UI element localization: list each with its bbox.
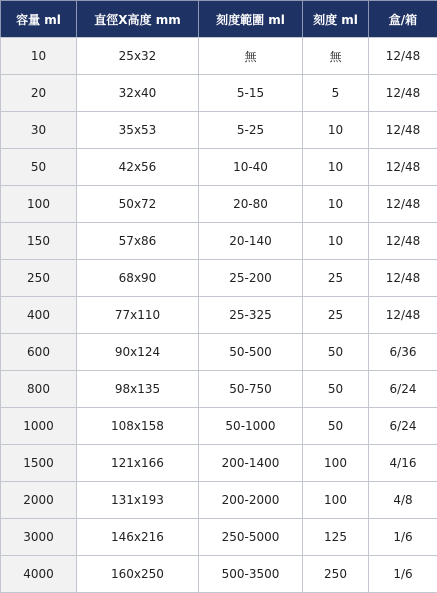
table-row bbox=[1, 371, 437, 408]
packing-cell: 12/48 bbox=[369, 297, 437, 334]
table-header bbox=[1, 1, 437, 38]
table-row bbox=[1, 112, 437, 149]
graduation-cell: 10 bbox=[303, 112, 369, 149]
dimensions-cell: 32x40 bbox=[77, 75, 199, 112]
capacity-cell: 30 bbox=[1, 112, 77, 149]
packing-cell: 1/6 bbox=[369, 556, 437, 593]
graduation-cell: 25 bbox=[303, 297, 369, 334]
table-row bbox=[1, 38, 437, 75]
graduation-cell: 無 bbox=[303, 38, 369, 75]
table-row bbox=[1, 482, 437, 519]
graduation-cell: 5 bbox=[303, 75, 369, 112]
graduation-range-cell: 無 bbox=[199, 38, 303, 75]
graduation-cell: 50 bbox=[303, 371, 369, 408]
graduation-range-cell: 50-750 bbox=[199, 371, 303, 408]
capacity-cell: 4000 bbox=[1, 556, 77, 593]
table-row bbox=[1, 223, 437, 260]
dimensions-cell: 160x250 bbox=[77, 556, 199, 593]
capacity-cell: 100 bbox=[1, 186, 77, 223]
capacity-cell: 1500 bbox=[1, 445, 77, 482]
dimensions-cell: 35x53 bbox=[77, 112, 199, 149]
header-packing: 盒/箱 bbox=[369, 1, 437, 38]
graduation-range-cell: 25-200 bbox=[199, 260, 303, 297]
graduation-cell: 100 bbox=[303, 482, 369, 519]
dimensions-cell: 50x72 bbox=[77, 186, 199, 223]
capacity-cell: 600 bbox=[1, 334, 77, 371]
capacity-cell: 10 bbox=[1, 38, 77, 75]
header-capacity: 容量 ml bbox=[1, 1, 77, 38]
capacity-cell: 800 bbox=[1, 371, 77, 408]
graduation-cell: 100 bbox=[303, 445, 369, 482]
table-row bbox=[1, 75, 437, 112]
table-row bbox=[1, 260, 437, 297]
header-graduation-range: 刻度範圍 ml bbox=[199, 1, 303, 38]
table-row bbox=[1, 556, 437, 593]
packing-cell: 6/24 bbox=[369, 408, 437, 445]
graduation-cell: 10 bbox=[303, 186, 369, 223]
dimensions-cell: 146x216 bbox=[77, 519, 199, 556]
graduation-cell: 10 bbox=[303, 223, 369, 260]
packing-cell: 12/48 bbox=[369, 186, 437, 223]
graduation-cell: 50 bbox=[303, 334, 369, 371]
graduation-range-cell: 50-500 bbox=[199, 334, 303, 371]
capacity-cell: 1000 bbox=[1, 408, 77, 445]
graduation-cell: 125 bbox=[303, 519, 369, 556]
packing-cell: 4/16 bbox=[369, 445, 437, 482]
graduation-cell: 250 bbox=[303, 556, 369, 593]
dimensions-cell: 108x158 bbox=[77, 408, 199, 445]
packing-cell: 12/48 bbox=[369, 149, 437, 186]
graduation-range-cell: 50-1000 bbox=[199, 408, 303, 445]
graduation-range-cell: 20-140 bbox=[199, 223, 303, 260]
graduation-range-cell: 25-325 bbox=[199, 297, 303, 334]
graduation-range-cell: 250-5000 bbox=[199, 519, 303, 556]
table-row bbox=[1, 297, 437, 334]
header-dimensions: 直徑X高度 mm bbox=[77, 1, 199, 38]
dimensions-cell: 121x166 bbox=[77, 445, 199, 482]
dimensions-cell: 77x110 bbox=[77, 297, 199, 334]
dimensions-cell: 57x86 bbox=[77, 223, 199, 260]
capacity-cell: 3000 bbox=[1, 519, 77, 556]
graduation-range-cell: 5-25 bbox=[199, 112, 303, 149]
dimensions-cell: 131x193 bbox=[77, 482, 199, 519]
capacity-cell: 20 bbox=[1, 75, 77, 112]
dimensions-cell: 90x124 bbox=[77, 334, 199, 371]
table-row bbox=[1, 445, 437, 482]
packing-cell: 12/48 bbox=[369, 260, 437, 297]
table-row bbox=[1, 186, 437, 223]
dimensions-cell: 25x32 bbox=[77, 38, 199, 75]
graduation-cell: 25 bbox=[303, 260, 369, 297]
header-graduation: 刻度 ml bbox=[303, 1, 369, 38]
graduation-range-cell: 500-3500 bbox=[199, 556, 303, 593]
packing-cell: 4/8 bbox=[369, 482, 437, 519]
packing-cell: 12/48 bbox=[369, 75, 437, 112]
table-row bbox=[1, 334, 437, 371]
dimensions-cell: 98x135 bbox=[77, 371, 199, 408]
capacity-cell: 150 bbox=[1, 223, 77, 260]
graduation-range-cell: 10-40 bbox=[199, 149, 303, 186]
table-row bbox=[1, 408, 437, 445]
header-row bbox=[1, 1, 437, 38]
table-row bbox=[1, 519, 437, 556]
dimensions-cell: 42x56 bbox=[77, 149, 199, 186]
capacity-cell: 50 bbox=[1, 149, 77, 186]
capacity-cell: 250 bbox=[1, 260, 77, 297]
packing-cell: 6/24 bbox=[369, 371, 437, 408]
packing-cell: 6/36 bbox=[369, 334, 437, 371]
packing-cell: 1/6 bbox=[369, 519, 437, 556]
dimensions-cell: 68x90 bbox=[77, 260, 199, 297]
graduation-range-cell: 5-15 bbox=[199, 75, 303, 112]
packing-cell: 12/48 bbox=[369, 112, 437, 149]
table-body bbox=[1, 38, 437, 593]
capacity-cell: 400 bbox=[1, 297, 77, 334]
packing-cell: 12/48 bbox=[369, 223, 437, 260]
packing-cell: 12/48 bbox=[369, 38, 437, 75]
graduation-range-cell: 20-80 bbox=[199, 186, 303, 223]
graduation-range-cell: 200-2000 bbox=[199, 482, 303, 519]
graduation-range-cell: 200-1400 bbox=[199, 445, 303, 482]
graduation-cell: 10 bbox=[303, 149, 369, 186]
capacity-cell: 2000 bbox=[1, 482, 77, 519]
graduation-cell: 50 bbox=[303, 408, 369, 445]
table-row bbox=[1, 149, 437, 186]
